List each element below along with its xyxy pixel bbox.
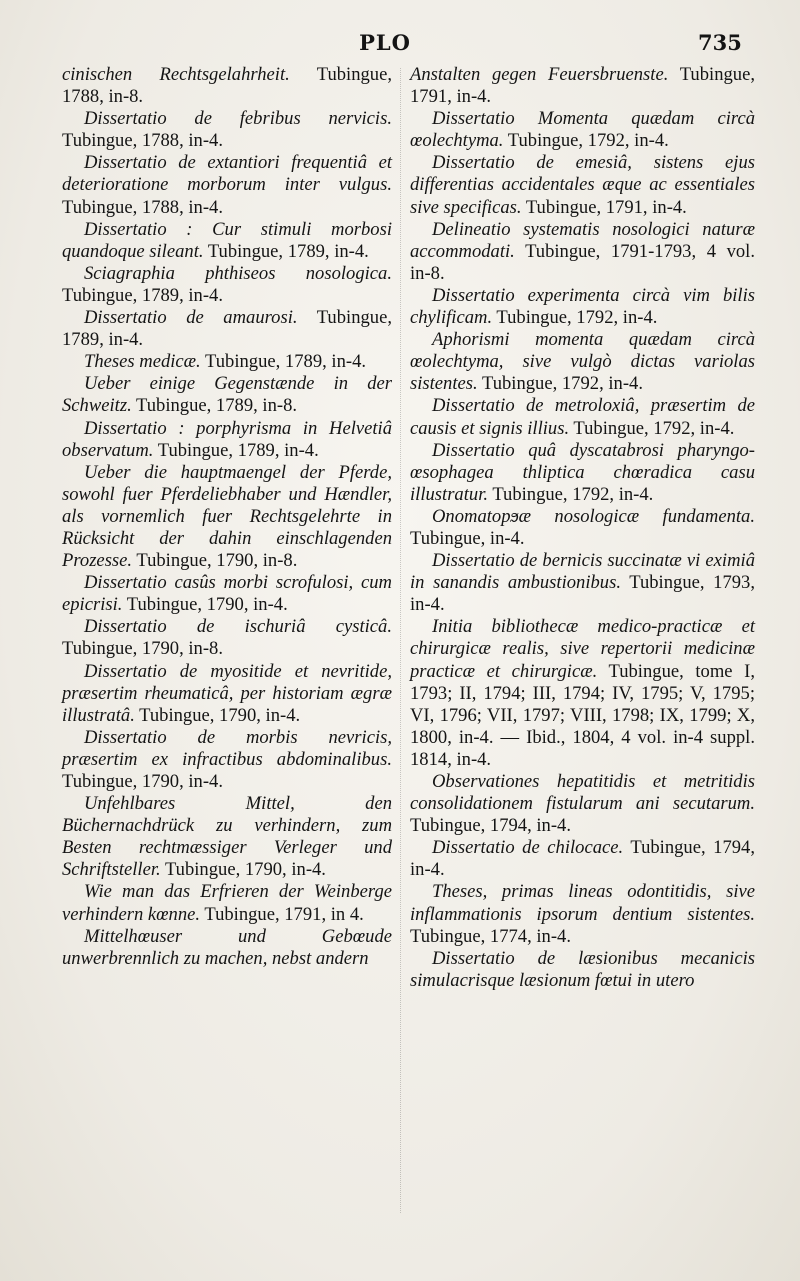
bibliography-entry [62,926,392,970]
page-header [0,30,800,64]
entry-title: Dissertatio de amaurosi. [84,307,298,329]
entry-title: Dissertatio de emesiâ, sistens ejus differentias accidentales æque ac essentiales sive specificas. [410,152,755,218]
entry-imprint: Tubingue, 1792, in-4. [503,130,669,152]
entry-title: Wie man das Erfrieren der Weinberge verhindern kœnne. [62,881,392,925]
entry-imprint: Tubingue, 1789, in-8. [131,395,298,417]
running-head: PLO [359,30,411,55]
entry-imprint: Tubingue, 1791-1793, 4 vol. in-8. [410,240,755,284]
entry-title: Theses medicæ. [84,351,201,373]
entry-title: Dissertatio de bernicis succinatæ vi eximiâ in sanandis ambustionibus. [410,550,755,594]
entry-title: Dissertatio experimenta circà vim bilis chylificam. [410,284,755,329]
entry-imprint: Tubingue, 1790, in-8. [132,550,298,572]
bibliography-entry [410,616,755,771]
entry-title: Dissertatio Momenta quædam circà œolechtyma. [410,108,755,152]
entry-imprint: Tubingue, 1791, in 4. [200,903,364,925]
entry-title: Dissertatio : Cur stimuli morbosi quandoque sileant. [62,218,392,262]
entry-title: Dissertatio de metroloxiâ, præsertim de causis et signis illius. [410,395,755,439]
entry-imprint: Tubingue, 1790, in-4. [62,771,223,792]
entry-title: Theses, primas lineas odontitidis, sive inflammationis ipsorum dentium sistentes. [410,881,755,925]
entry-imprint: Tubingue, 1792, in-4. [492,307,658,329]
column-divider [400,68,401,1213]
bibliography-entry [410,881,755,947]
bibliography-entry [410,285,755,329]
bibliography-entry [62,263,392,307]
entry-title: Observationes hepatitidis et metritidis consolidationem fistularum ani secutarum. [410,771,755,815]
entry-imprint: Tubingue, 1792, in-4. [477,373,643,395]
page-number: 735 [698,30,742,55]
entry-title: Dissertatio de ischuriâ cysticâ. [84,616,392,638]
entry-imprint: Tubingue, 1789, in-4. [153,439,319,461]
entry-title: Dissertatio de chilocace. [432,837,624,859]
entry-imprint: Tubingue, 1788, in-4. [62,196,223,218]
bibliography-entry [410,152,755,218]
entry-imprint: Tubingue, 1794, in-4. [410,837,755,881]
entry-title: Onomatopϧæ nosologicæ fundamenta. [432,505,755,527]
entry-title: Dissertatio de morbis nevricis, præsertim ex infractibus abdominalibus. [62,726,392,770]
entry-title: Unfehlbares Mittel, den Büchernachdrück zu verhindern, zum Besten rechtmæssiger Verleger und Schriftsteller. [62,793,392,881]
entry-title: Dissertatio de febribus nervicis. [84,108,392,130]
entry-imprint: Tubingue, tome I, 1793; II, 1794; III, 1794; IV, 1795; V, 1795; VI, 1796; VII, 1797; VIII, 1798; IX, 1799; X, 1800, in-4. — Ibid., 1804, 4 vol. in-4 suppl. 1814, in-4. [410,660,755,770]
bibliography-entry [62,108,392,152]
bibliography-entry [62,727,392,793]
entry-title: Dissertatio de extantiori frequentiâ et deterioratione morborum inter vulgus. [62,152,392,196]
bibliography-entry [410,219,755,285]
entry-title: Aphorismi momenta quædam circà œolechtyma, sive vulgò dictas variolas sistentes. [410,329,755,395]
entry-imprint: Tubingue, 1790, in-4. [134,704,301,726]
bibliography-entry [62,64,392,108]
entry-title: Ueber die hauptmaengel der Pferde, sowohl fuer Pferdeliebhaber und Hændler, als vornemlich fuer Rechtsgelehrte in Rücksicht der dahin einschlagenden Prozesse. [62,461,392,572]
entry-imprint: Tubingue, 1774, in-4. [410,925,571,947]
bibliography-entry [62,572,392,616]
bibliography-entry [62,219,392,263]
entry-imprint: Tubingue, in-4. [410,527,525,549]
entry-title: Dissertatio quâ dyscatabrosi pharyngo-œsophagea thliptica chœradica casu illustratur. [410,439,755,505]
entry-imprint: Tubingue, 1791, in-4. [521,196,687,218]
entry-imprint: Tubingue, 1792, in-4. [569,417,735,439]
entry-imprint: Tubingue, 1789, in-4. [203,240,369,262]
entry-imprint: Tubingue, 1789, in-4. [62,284,223,306]
bibliography-entry [62,152,392,218]
bibliography-entry [62,373,392,417]
entry-title: Sciagraphia phthiseos nosologica. [84,262,392,284]
entry-title: Mittelhœuser und Gebœude unwerbrennlich zu machen, nebst andern [62,925,392,969]
bibliography-entry [62,793,392,881]
entry-imprint: Tubingue, 1794, in-4. [410,815,571,837]
entry-title: Dissertatio de læsionibus mecanicis simulacrisque læsionum fœtui in utero [410,947,755,991]
bibliography-entry [410,329,755,395]
bibliography-entry [62,307,392,351]
bibliography-entry [62,418,392,462]
entry-title: Delineatio systematis nosologici naturæ accommodati. [410,218,755,262]
entry-title: Dissertatio : porphyrisma in Helvetiâ observatum. [62,417,392,461]
bibliography-entry [410,440,755,506]
entry-imprint: Tubingue, 1789, in-4. [62,307,392,351]
entry-imprint: Tubingue, 1792, in-4. [488,483,654,505]
entry-title: cinischen Rechtsgelahrheit. [62,64,290,85]
entry-imprint: Tubingue, 1791, in-4. [410,64,755,108]
bibliography-entry [410,837,755,881]
bibliography-entry [410,506,755,550]
entry-imprint: Tubingue, 1793, in-4. [410,572,755,616]
bibliography-entry [62,661,392,727]
entry-imprint: Tubingue, 1790, in-4. [160,859,326,881]
bibliography-entry [410,395,755,439]
entry-title: Initia bibliothecæ medico-practicæ et chirurgicæ realis, sive repertorii medicinæ practicæ et chirurgicæ. [410,616,755,682]
entry-imprint: Tubingue, 1788, in-4. [62,130,223,152]
bibliography-entry [410,550,755,616]
entry-imprint: Tubingue, 1789, in-4. [200,351,367,373]
bibliography-entry [410,771,755,837]
entry-imprint: Tubingue, 1790, in-4. [122,594,288,616]
bibliography-entry [62,616,392,660]
bibliography-entry [62,351,392,373]
entry-title: Anstalten gegen Feuersbruenste. [410,64,669,85]
bibliography-entry [410,108,755,152]
entry-title: Dissertatio de myositide et nevritide, præsertim rheumaticâ, per historiam ægræ illustratâ. [62,660,392,726]
bibliography-entry [410,64,755,108]
entry-title: Ueber einige Gegenstænde in der Schweitz. [62,373,392,417]
entry-title: Dissertatio casûs morbi scrofulosi, cum epicrisi. [62,572,392,616]
bibliography-entry [62,881,392,925]
right-column [410,64,755,992]
entry-imprint: Tubingue, 1788, in-8. [62,64,392,108]
left-column [62,64,392,970]
bibliography-entry [62,462,392,572]
bibliography-entry [410,948,755,992]
entry-imprint: Tubingue, 1790, in-8. [62,638,223,660]
